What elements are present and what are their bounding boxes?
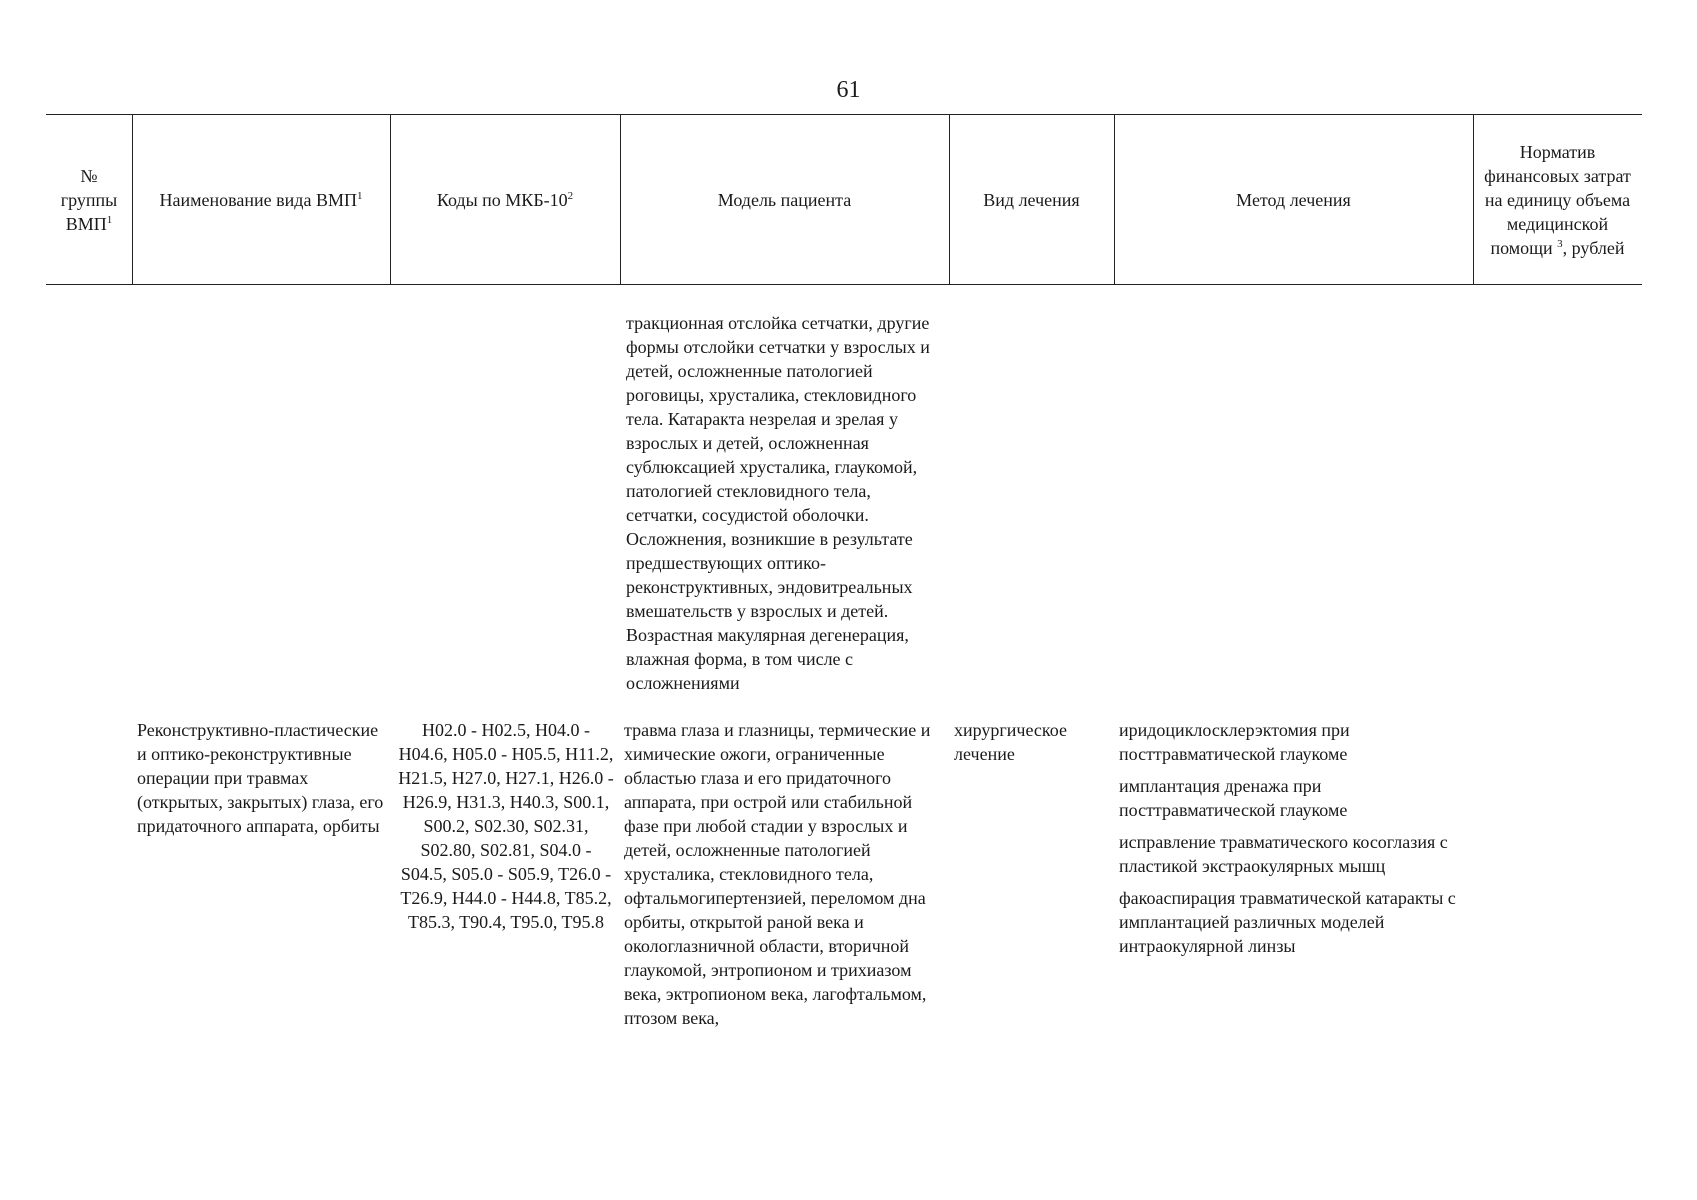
header-type <box>949 114 1114 285</box>
header-type-text: Вид лечения <box>983 189 1080 210</box>
header-group-number-text: № группы ВМП <box>60 165 118 234</box>
header-model <box>620 114 949 285</box>
header-group-number <box>46 114 132 285</box>
header-name-text: Наименование вида ВМП <box>159 189 357 210</box>
method-item: имплантация дренажа при посттравматической глаукоме <box>1119 776 1348 820</box>
header-model-text: Модель пациента <box>717 189 852 210</box>
footnote-marker: 2 <box>567 189 574 202</box>
footnote-marker: 3 <box>1557 237 1563 250</box>
method-item: факоаспирация травматической катаракты с имплантацией различных моделей интраокулярной линзы <box>1119 888 1456 956</box>
row-methods-cell <box>1119 718 1459 966</box>
header-method <box>1114 114 1473 285</box>
method-item: иридоциклосклерэктомия при посттравматической глаукоме <box>1119 720 1350 764</box>
row-codes-cell: H02.0 - H02.5, H04.0 - H04.6, H05.0 - H05.5, H11.2, H21.5, H27.0, H27.1, H26.0 - H26.9, H31.3, H40.3, S00.1, S00.2, S02.30, S02.31, S02.80, S02.81, S04.0 - S04.5, S05.0 - S05.9, T26.0 - T26.9, H44.0 - H44.8, T85.2, T85.3, T90.4, T95.0, T95.8 <box>398 720 614 932</box>
method-item: исправление травматического косоглазия с пластикой экстраокулярных мышц <box>1119 832 1448 876</box>
header-method-text: Метод лечения <box>1236 189 1351 210</box>
header-norm-unit: , рублей <box>1562 237 1625 258</box>
row-type-cell: хирургическое лечение <box>954 720 1067 764</box>
continued-model-cell: тракционная отслойка сетчатки, другие формы отслойки сетчатки у взрослых и детей, осложненные патологией роговицы, хрусталика, стекловидного тела. Катаракта незрелая и зрелая у взрослых и детей, осложненная сублюксацией хрусталика, глаукомой, патологией стекловидного тела, сетчатки, сосудистой оболочки. Осложнения, возникшие в результате предшествующих оптико-реконструктивных, эндовитреальных вмешательств у взрослых и детей. Возрастная макулярная дегенерация, влажная форма, в том числе с осложнениями <box>626 313 930 693</box>
footnote-marker: 1 <box>356 189 363 202</box>
page-number: 61 <box>836 77 861 103</box>
footnote-marker: 1 <box>106 213 113 226</box>
row-name-cell: Реконструктивно-пластические и оптико-реконструктивные операции при травмах (открытых, закрытых) глаза, его придаточного аппарата, орбиты <box>137 720 384 836</box>
header-norm <box>1473 114 1642 285</box>
header-codes-text: Коды по МКБ-10 <box>436 189 568 210</box>
header-norm-text: Норматив финансовых затрат на единицу объема медицинской помощи <box>1484 141 1631 258</box>
header-codes <box>390 114 620 285</box>
row-model-cell: травма глаза и глазницы, термические и химические ожоги, ограниченные областью глаза и его придаточного аппарата, при острой или стабильной фазе при любой стадии у взрослых и детей, осложненные патологией хрусталика, стекловидного тела, офтальмогипертензией, переломом дна орбиты, открытой раной века и окологлазничной области, вторичной глаукомой, энтропионом и трихиазом века, эктропионом века, лагофтальмом, птозом века, <box>624 720 931 1028</box>
header-name <box>132 114 390 285</box>
